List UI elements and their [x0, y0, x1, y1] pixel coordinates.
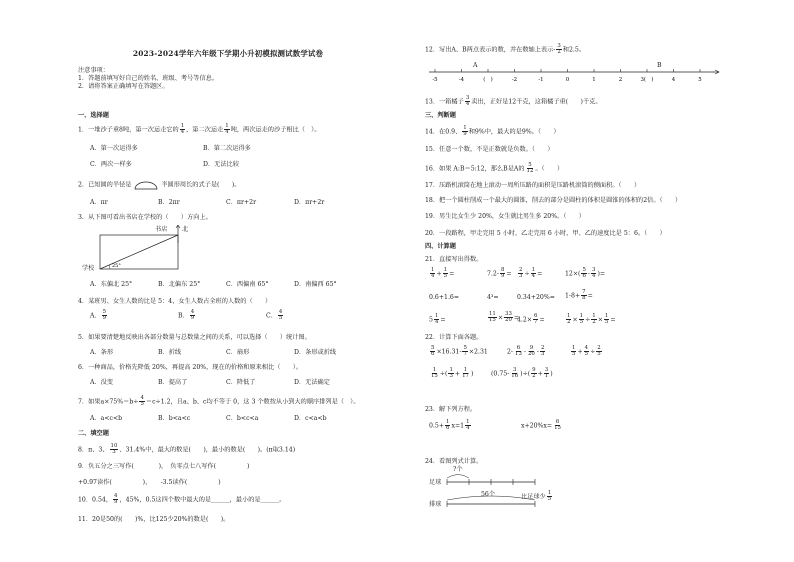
question-7: 7．如果a×75%＝b÷ $\frac{4}{5}$ ＝c÷1.2，且a、b、c均不等于 0，这 3 个数按从小到大的顺序排列是（ ）。 [78, 395, 360, 408]
calc-item: $\frac{1}{4}$ + $\frac{1}{5}$ = [431, 267, 455, 280]
option: D．c<a<b [294, 415, 327, 422]
bar-label-football: 足球 [429, 479, 442, 486]
bar-label-volleyball: 排球 [429, 501, 442, 508]
question-3: 3．从下图可看出书店在学校的（ ）方向上。 [78, 214, 212, 221]
equation: x+20%x= $\frac{6}{15}$ [521, 419, 561, 432]
number-line [425, 60, 725, 86]
question-16: 16．如果 A:B＝5:12，那么B是A的 $\frac{5}{12}$ 。（ ） [425, 162, 564, 175]
number-line-tick-label: -2 [511, 77, 518, 83]
number-line-tick-label: 4 [671, 77, 676, 83]
question-22: 22．计算下面各题。 [425, 334, 483, 341]
option: A．条形 [90, 349, 114, 356]
option: B．2πr [158, 199, 180, 206]
question-17: 17．压路机滚筒在地上滚动一周所压路的面积是压路机滚筒的侧面积。（ ） [425, 182, 641, 189]
section-heading: 一、选择题 [78, 112, 109, 119]
number-line-tick-label: 0 [565, 77, 570, 83]
question-2: 2．已知圆的半径是 半圆形周长的式子是( )。 [78, 181, 241, 189]
calc-item: 0.6+1.6= [429, 294, 460, 301]
bar-label-less: 比足球少 $\frac{1}{5}$ [521, 490, 552, 503]
question-18: 18．把一个圆柱削成一个最大的圆锥，削去的部分是圆柱的体积是圆锥的体积的2倍。（ ） [425, 197, 682, 204]
option: C．西偏南 65° [226, 281, 269, 288]
option: D．南偏西 65° [294, 281, 337, 288]
svg-text:25°: 25° [112, 263, 121, 269]
option: A． $\frac{5}{9}$ [90, 309, 107, 322]
question-13: 13．一箱橘子 $\frac{3}{4}$ 卖出，正好是12千克，这箱橘子重( )千克。 [425, 95, 602, 108]
calc-item: 4³= [487, 294, 499, 301]
bar-label-56: 56个 [481, 491, 496, 498]
question-12: 12．写出A、B两点表示的数，并在数轴上表示- $\frac{3}{2}$ 和2.5。 [425, 43, 586, 56]
option: D．条形或折线 [294, 349, 337, 356]
calc-item: $\frac{5}{6}$ ×16.31- $\frac{5}{7}$ ×2.31 [431, 345, 488, 358]
number-line-tick-label: 1 [592, 77, 596, 83]
question-9-line2: +0.97读作( )， -3.5读作( ) [78, 479, 221, 486]
section-heading: 四、计算题 [425, 243, 456, 250]
option: B．折线 [158, 349, 182, 356]
number-line-tick-label: -1 [538, 77, 544, 83]
question-5: 5．如果要清楚地反映出各部分数量与总数量之间的关系，可以选择（ ）统计图。 [78, 334, 311, 341]
question-24: 24．看图列式计算。 [425, 458, 483, 465]
calc-item: 1-8+ $\frac{7}{8}$ = [565, 289, 593, 302]
option: A．东偏北 25° [90, 281, 133, 288]
question-9: 9．负五分之三写作( )， 负零点七八写作( ) [78, 463, 250, 470]
option: C．扇形 [226, 349, 250, 356]
point-b-label: B [657, 62, 662, 69]
point-a-label: A [473, 62, 478, 69]
calc-item: 7.2- $\frac{8}{9}$ = [487, 267, 512, 280]
direction-diagram [78, 225, 198, 275]
option: D．无法比较 [203, 161, 239, 168]
option: B．第二次运得多 [203, 145, 251, 152]
number-line-tick-label: -4 [458, 77, 465, 83]
calc-item: 2- $\frac{6}{13}$ - $\frac{9}{20}$ - $\frac{2}{3}$ [507, 345, 545, 358]
question-15: 15．任意一个数，不是正数就是负数。（ ） [425, 146, 554, 153]
calc-item: 12×( $\frac{5}{6}$ - $\frac{3}{4}$ )= [565, 267, 606, 280]
question-1: 1．一堆沙子重8吨，第一次运走它的 $\frac{1}{4}$ ，第二次运走 $\frac{1}{4}$ 吨，两次运走的沙子相比（ ）。 [78, 123, 321, 136]
calc-item: $\frac{11}{15}$ × $\frac{33}{20}$ = [489, 311, 520, 324]
number-line-tick-label: 3( ) [640, 77, 654, 83]
calc-item: $\frac{1}{2}$ × $\frac{1}{5}$ ÷ $\frac{1}{2}$ × $\frac{1}{5}$ = [567, 313, 616, 326]
bar-label-question: ?个 [453, 466, 463, 473]
question-23: 23．解下列方程。 [425, 406, 477, 413]
option: D．πr+2r [294, 199, 325, 206]
semicircle-figure [133, 180, 159, 190]
number-line-tick-label: 2 [618, 77, 623, 83]
section-heading: 三、判断题 [425, 112, 456, 119]
number-line-tick-label: 5 [698, 77, 702, 83]
question-8: 8．π、3、 $\frac{10}{3}$ 、31.4%中，最大的数是( )，最小的数是( )。(π取3.14) [78, 443, 296, 456]
equation: 0.5+ $\frac{1}{6}$ x=1 $\frac{1}{4}$ [429, 419, 470, 432]
option: B．b<a<c [158, 415, 191, 422]
note-item: 1．答题前填写好自己的姓名、班级、考号等信息。 [78, 75, 219, 82]
question-10: 10．0.54， $\frac{4}{9}$ ，45%，0.5这四个数中最大的是______，最小的是______。 [78, 493, 286, 506]
section-heading: 二、填空题 [78, 430, 109, 437]
option: A．πr [90, 199, 108, 206]
calc-item: 5 $\frac{1}{4}$ = [429, 313, 446, 326]
question-6: 6．一种商品，价格先降低 20%，再提高 20%，现在的价格和原来相比（ ）。 [78, 364, 303, 371]
option: C．πr+2r [226, 199, 257, 206]
option: A．第一次运得多 [90, 145, 138, 152]
label-north: 北 [182, 226, 189, 233]
label-bookstore: 书店 [155, 226, 168, 233]
calc-item: $\frac{2}{3}$ ÷ $\frac{1}{4}$ = [519, 267, 543, 280]
question-21: 21．直接写出得数。 [425, 256, 483, 263]
option: C．b<c<a [226, 415, 259, 422]
option: C． $\frac{4}{5}$ [266, 309, 283, 322]
option: D．无法确定 [294, 379, 330, 386]
number-line-tick-label: -5 [432, 77, 438, 83]
option: A．a<c<b [90, 415, 123, 422]
number-line-tick-label: ( ) [483, 77, 493, 83]
question-11: 11．20是50的( )%，比125少20%的数是( )。 [78, 516, 230, 523]
option: B．提高了 [158, 379, 188, 386]
bar-diagram [425, 468, 585, 514]
calc-item: (0.75- $\frac{3}{16}$ )÷( $\frac{9}{2}$ + $\frac{3}{1}$ ) [491, 367, 553, 380]
fraction: $\frac{1}{4}$ [225, 123, 229, 136]
fraction: $\frac{1}{4}$ [180, 123, 185, 136]
question-4: 4．某班男、女生人数的比是 5：4，女生人数占全班的人数的（ ） [78, 298, 272, 305]
question-19: 19．男生比女生少 20%，女生就比男生多 20%。（ ） [425, 213, 585, 220]
note-item: 2．请将答案正确填写在答题区。 [78, 83, 169, 90]
calc-item: $\frac{1}{15}$ ÷( $\frac{1}{3}$ + $\frac{1}{17}$ ) [431, 367, 474, 380]
calc-item: 4.2× $\frac{6}{7}$ = [517, 313, 545, 326]
question-14: 14．在0.9、 $\frac{1}{9}$ 和9%中，最大的是9%。（ ） [425, 125, 560, 138]
option: A．没变 [90, 379, 114, 386]
option: B．北偏东 25° [158, 281, 201, 288]
page-title: 2023-2024学年六年级下学期小升初模拟测试数学试卷 [132, 49, 324, 58]
calc-item: 0.34+20%= [517, 294, 555, 301]
label-school: 学校 [82, 265, 95, 272]
option: C．两次一样多 [90, 161, 132, 168]
notes-heading: 注意事项： [78, 67, 109, 74]
option: B． $\frac{4}{9}$ [178, 309, 195, 322]
question-20: 20．一段路程，甲走完用 5 小时，乙走完用 6 小时，甲、乙的速度比是 5：6。（ ） [425, 230, 666, 237]
option: C．降低了 [226, 379, 256, 386]
calc-item: $\frac{1}{5}$ + $\frac{4}{5}$ ÷ $\frac{2}{5}$ [572, 345, 601, 358]
